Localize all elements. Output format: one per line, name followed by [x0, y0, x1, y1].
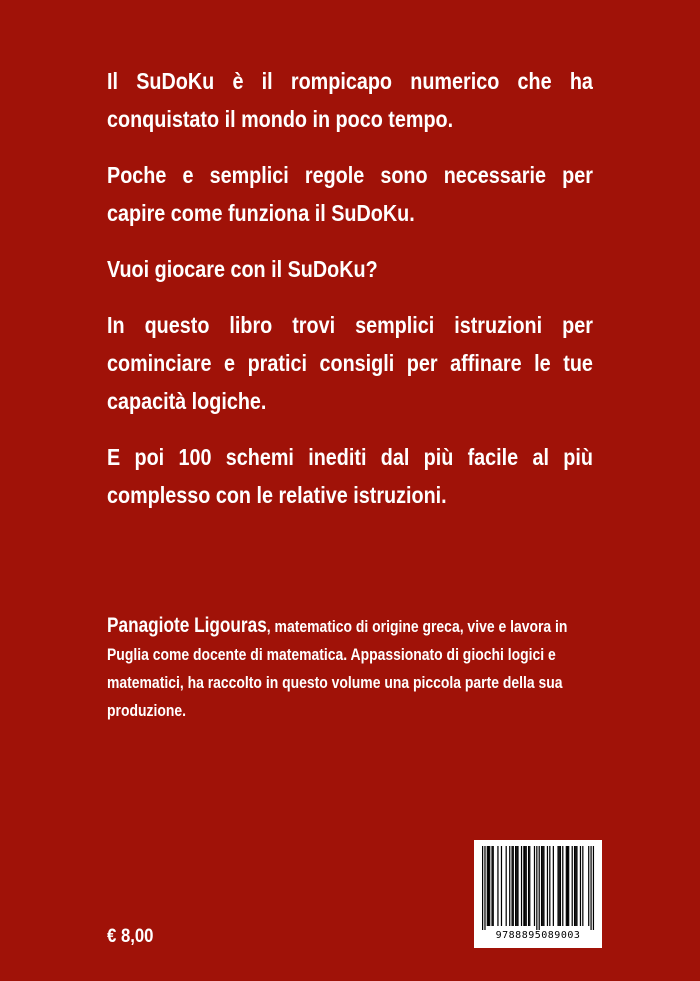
barcode-bar: [506, 846, 507, 926]
barcode-bar: [574, 846, 575, 926]
barcode-bar: [513, 846, 514, 926]
barcode-bar: [590, 846, 591, 930]
barcode-bar: [572, 846, 573, 926]
barcode-bar: [559, 846, 560, 926]
barcode-bar: [489, 846, 490, 926]
barcode-bar: [541, 846, 542, 926]
barcode-bar: [534, 846, 535, 926]
barcode-bar: [580, 846, 581, 926]
barcode-bar: [488, 846, 489, 926]
barcode-bar: [493, 846, 494, 926]
blurb: [107, 62, 593, 532]
barcode-bars: [474, 840, 602, 930]
barcode-bar: [509, 846, 510, 926]
price-label: € 8,00: [107, 926, 154, 947]
barcode-bar: [582, 846, 583, 926]
author-bio-text: , matematico di origine greca, vive e lavora in Puglia come docente di matematica. Appassionato di giochi logici e matematici, ha raccolto in questo volume una piccola parte della sua produzione.: [107, 617, 568, 720]
blurb-paragraph-3: Vuoi giocare con il SuDoKu?: [107, 256, 378, 282]
blurb-paragraph-4: In questo libro trovi semplici istruzioni per cominciare e pratici consigli per affinare le tue capacità logiche.: [107, 312, 593, 414]
barcode-bar: [528, 846, 529, 926]
barcode-bar: [521, 846, 522, 926]
barcode-bar: [547, 846, 548, 926]
barcode-bar: [501, 846, 502, 926]
isbn-barcode: [474, 840, 602, 948]
barcode-bar: [553, 846, 554, 926]
barcode-bar: [557, 846, 558, 926]
barcode-bar: [517, 846, 518, 926]
author-paragraph: [107, 612, 595, 725]
barcode-bar: [575, 846, 576, 926]
author-name: Panagiote Ligouras: [107, 614, 267, 637]
barcode-bar: [568, 846, 569, 926]
barcode-bar: [588, 846, 589, 926]
barcode-bar: [536, 846, 537, 930]
barcode-bar: [515, 846, 516, 926]
blurb-paragraph-5: E poi 100 schemi inediti dal più facile al più complesso con le relative istruzioni.: [107, 444, 593, 508]
barcode-bar: [516, 846, 517, 926]
barcode-bar: [542, 846, 543, 926]
barcode-bar: [497, 846, 498, 926]
barcode-bar: [526, 846, 527, 926]
barcode-bar: [593, 846, 594, 930]
barcode-bar: [560, 846, 561, 926]
blurb-paragraph-2: Poche e semplici regole sono necessarie per capire come funziona il SuDoKu.: [107, 162, 593, 226]
barcode-bar: [487, 846, 488, 926]
barcode-bar: [529, 846, 530, 926]
barcode-bar: [482, 846, 483, 930]
barcode-bar: [484, 846, 485, 930]
barcode-bar: [549, 846, 550, 926]
barcode-bar: [524, 846, 525, 926]
barcode-bar: [562, 846, 563, 926]
barcode-bar: [576, 846, 577, 926]
barcode-bar: [567, 846, 568, 926]
author-bio: [107, 612, 593, 725]
barcode-bar: [511, 846, 512, 926]
barcode-bar: [543, 846, 544, 926]
barcode-bar: [539, 846, 540, 930]
barcode-bar: [566, 846, 567, 926]
blurb-paragraph-1: Il SuDoKu è il rompicapo numerico che ha conquistato il mondo in poco tempo.: [107, 68, 593, 132]
barcode-bar: [491, 846, 492, 926]
barcode-bar: [523, 846, 524, 926]
barcode-digits: 9788895089003: [495, 930, 581, 941]
